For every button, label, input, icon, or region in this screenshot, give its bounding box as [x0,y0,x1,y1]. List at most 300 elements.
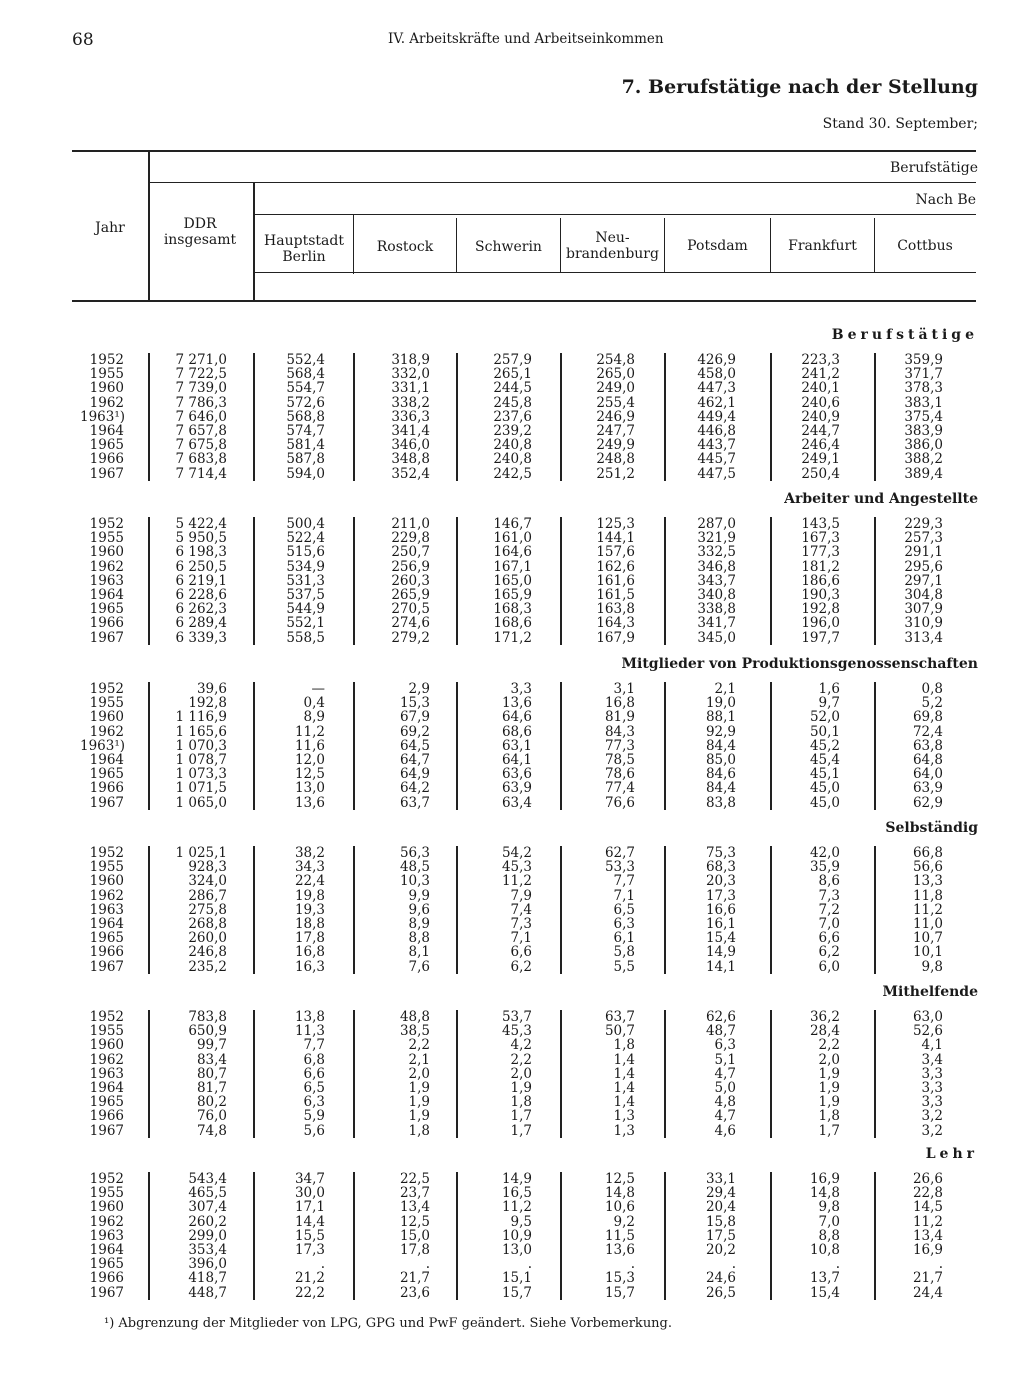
value-cell: 1 116,9 [175,709,227,726]
value-cell: 74,8 [196,1122,227,1139]
value-cell: 13,0 [294,780,325,797]
value-cell: 7 683,8 [175,451,227,468]
value-cell: 21,2 [294,1270,325,1287]
value-cell: 10,9 [501,1227,532,1244]
value-cell: 237,6 [493,408,532,425]
year-cell: 1966 [89,780,124,797]
table-row [0,602,1024,616]
table-row [0,796,1024,810]
year-cell: 1967 [89,794,124,811]
value-cell: 146,7 [493,516,532,532]
table-row [0,1095,1024,1109]
year-cell: 1966 [89,451,124,468]
value-cell: 249,0 [596,380,635,397]
value-cell: 418,7 [188,1270,227,1287]
value-cell: 7,0 [818,1213,840,1230]
value-cell: 13,6 [294,794,325,811]
table-row [0,1243,1024,1257]
year-cell: 1965 [89,1094,124,1111]
value-cell: 19,3 [294,901,325,918]
value-cell: 6,3 [714,1037,736,1054]
value-cell: 332,5 [697,544,736,561]
header-district-line2: brandenburg [566,246,659,262]
value-cell: 12,5 [399,1213,430,1230]
year-cell: 1964 [89,423,124,439]
value-cell: 84,4 [705,737,736,754]
value-cell: 24,6 [705,1270,736,1287]
value-cell: . [320,1256,325,1273]
value-cell: 458,0 [697,366,736,383]
year-cell: 1964 [89,1080,124,1096]
value-cell: 16,5 [501,1185,532,1202]
value-cell: 14,5 [912,1199,943,1216]
value-cell: 8,1 [408,944,430,961]
value-cell: 15,1 [501,1270,532,1287]
value-cell: 235,2 [188,958,227,975]
value-cell: 84,6 [705,766,736,783]
value-cell: 15,0 [399,1227,430,1244]
value-cell: 167,3 [801,530,840,547]
value-cell: 52,0 [809,709,840,726]
value-cell: 7,3 [510,916,532,932]
value-cell: 447,3 [697,380,736,397]
table-row [0,588,1024,602]
value-cell: 544,9 [286,601,325,618]
value-cell: 92,9 [705,723,736,740]
table-row [0,424,1024,438]
value-cell: 352,4 [391,465,430,482]
table-row [0,931,1024,945]
value-cell: 3,3 [921,1094,943,1111]
value-cell: 1,4 [613,1094,635,1111]
value-cell: 64,6 [501,709,532,726]
value-cell: 581,4 [286,437,325,454]
value-cell: 167,9 [596,629,635,646]
value-cell: 7 657,8 [175,423,227,439]
table-row [0,1081,1024,1095]
value-cell: 1,9 [818,1080,840,1096]
table-row [0,945,1024,959]
value-cell: 332,0 [391,366,430,383]
value-cell: 594,0 [286,465,325,482]
value-cell: 17,8 [399,1242,430,1258]
year-cell: 1955 [89,859,124,876]
value-cell: . [630,1256,635,1273]
value-cell: 26,6 [912,1171,943,1187]
year-cell: 1952 [89,845,124,861]
table-row [0,1271,1024,1285]
header-district-berlin [255,233,353,265]
value-cell: 5 422,4 [175,516,227,532]
value-cell: 7,7 [613,873,635,890]
value-cell: 64,2 [399,780,430,797]
value-cell: 165,9 [493,587,532,603]
table-title: 7. Berufstätige nach der Stellung [621,76,978,98]
value-cell: 268,8 [188,916,227,932]
value-cell: 21,7 [912,1270,943,1287]
value-cell: . [835,1256,840,1273]
value-cell: 13,8 [294,1009,325,1025]
section-title: Lehr [925,1146,978,1162]
value-cell: 39,6 [196,681,227,697]
value-cell: 7 739,0 [175,380,227,397]
table-row [0,1024,1024,1038]
value-cell: 16,8 [294,944,325,961]
value-cell: 343,7 [697,572,736,589]
value-cell: 5,1 [714,1051,736,1068]
year-cell: 1960 [89,1199,124,1216]
section-title: Mithelfende [882,984,978,1000]
value-cell: 449,4 [697,408,736,425]
table-row [0,381,1024,395]
value-cell: 84,4 [705,780,736,797]
value-cell: 54,2 [501,845,532,861]
value-cell: 265,0 [596,366,635,383]
value-cell: 443,7 [697,437,736,454]
header-subgroup-label: Nach Be [915,192,976,208]
value-cell: 522,4 [286,530,325,547]
table-row [0,1067,1024,1081]
value-cell: 1,7 [510,1108,532,1125]
value-cell: 9,7 [818,695,840,712]
value-cell: 1 073,3 [175,766,227,783]
value-cell: 11,5 [604,1227,635,1244]
value-cell: 14,4 [294,1213,325,1230]
table-row [0,631,1024,645]
value-cell: 1,8 [408,1122,430,1139]
value-cell: 650,9 [188,1023,227,1040]
value-cell: 260,0 [188,930,227,947]
table-row [0,1109,1024,1123]
value-cell: 3,2 [921,1122,943,1139]
value-cell: 13,3 [912,873,943,890]
year-cell: 1963 [89,1065,124,1082]
value-cell: 4,6 [714,1122,736,1139]
header-group-rule [150,182,976,183]
header-district-line1: Frankfurt [788,238,857,254]
value-cell: 11,3 [294,1023,325,1040]
year-cell: 1963¹) [80,737,126,754]
value-cell: 190,3 [801,587,840,603]
value-cell: 2,1 [714,681,736,697]
value-cell: 63,9 [501,780,532,797]
year-cell: 1965 [89,1256,124,1273]
value-cell: 80,7 [196,1065,227,1082]
value-cell: 26,5 [705,1284,736,1301]
value-cell: 245,8 [493,394,532,411]
value-cell: 346,0 [391,437,430,454]
value-cell: 177,3 [801,544,840,561]
value-cell: 38,5 [399,1023,430,1040]
table-row [0,560,1024,574]
value-cell: 33,1 [705,1171,736,1187]
value-cell: 9,2 [613,1213,635,1230]
value-cell: 50,7 [604,1023,635,1040]
value-cell: 297,1 [904,572,943,589]
value-cell: 6,0 [818,958,840,975]
year-cell: 1965 [89,437,124,454]
value-cell: 64,1 [501,752,532,768]
year-cell: 1955 [89,1185,124,1202]
value-cell: 7 722,5 [175,366,227,383]
header-bottom-rule [72,300,976,302]
table-row [0,860,1024,874]
value-cell: 8,9 [408,916,430,932]
table-row [0,682,1024,696]
header-district-neubrandenburg [561,230,664,262]
value-cell: 446,8 [697,423,736,439]
value-cell: 11,2 [912,901,943,918]
table-row [0,767,1024,781]
table-subtitle: Stand 30. September; [822,116,978,132]
value-cell: 10,8 [809,1242,840,1258]
value-cell: 7 675,8 [175,437,227,454]
value-cell: 241,2 [801,366,840,383]
section-title: Selbständig [885,820,978,836]
year-cell: 1966 [89,615,124,632]
value-cell: 4,2 [510,1037,532,1054]
value-cell: 318,9 [391,352,430,368]
value-cell: 64,9 [399,766,430,783]
value-cell: 1,9 [408,1094,430,1111]
value-cell: 56,6 [912,859,943,876]
value-cell: 6,6 [510,944,532,961]
year-cell: 1966 [89,1108,124,1125]
value-cell: 246,9 [596,408,635,425]
value-cell: 14,9 [501,1171,532,1187]
value-cell: 348,8 [391,451,430,468]
value-cell: 53,7 [501,1009,532,1025]
value-cell: 22,5 [399,1171,430,1187]
value-cell: 163,8 [596,601,635,618]
value-cell: 448,7 [188,1284,227,1301]
value-cell: 260,3 [391,572,430,589]
value-cell: 15,3 [399,695,430,712]
value-cell: 1,4 [613,1065,635,1082]
year-cell: 1964 [89,587,124,603]
year-cell: 1967 [89,1122,124,1139]
table-row [0,517,1024,531]
year-cell: 1952 [89,352,124,368]
value-cell: 20,4 [705,1199,736,1216]
value-cell: 1,9 [408,1108,430,1125]
value-cell: 165,0 [493,572,532,589]
value-cell: 249,1 [801,451,840,468]
value-cell: 255,4 [596,394,635,411]
value-cell: 341,4 [391,423,430,439]
value-cell: 10,7 [912,930,943,947]
value-cell: 76,6 [604,794,635,811]
value-cell: 9,8 [921,958,943,975]
value-cell: 256,9 [391,558,430,575]
value-cell: 336,3 [391,408,430,425]
value-cell: 63,6 [501,766,532,783]
value-cell: 783,8 [188,1009,227,1025]
year-cell: 1967 [89,465,124,482]
value-cell: 80,2 [196,1094,227,1111]
value-cell: 6,8 [303,1051,325,1068]
value-cell: 286,7 [188,887,227,904]
value-cell: 7,0 [818,916,840,932]
value-cell: 250,4 [801,465,840,482]
year-cell: 1962 [89,1213,124,1230]
value-cell: — [311,681,325,697]
year-cell: 1962 [89,558,124,575]
value-cell: 1,8 [613,1037,635,1054]
value-cell: 313,4 [904,629,943,646]
value-cell: 1,7 [510,1122,532,1139]
value-cell: 1,6 [818,681,840,697]
value-cell: 295,6 [904,558,943,575]
value-cell: 76,0 [196,1108,227,1125]
value-cell: 30,0 [294,1185,325,1202]
value-cell: 223,3 [801,352,840,368]
year-cell: 1960 [89,544,124,561]
value-cell: 462,1 [697,394,736,411]
value-cell: 14,9 [705,944,736,961]
year-cell: 1963 [89,572,124,589]
value-cell: 340,8 [697,587,736,603]
value-cell: 2,0 [818,1051,840,1068]
value-cell: 10,3 [399,873,430,890]
table-row [0,696,1024,710]
value-cell: 14,8 [604,1185,635,1202]
value-cell: 68,3 [705,859,736,876]
value-cell: 6 289,4 [175,615,227,632]
value-cell: 4,1 [921,1037,943,1054]
table-row [0,889,1024,903]
value-cell: 13,6 [501,695,532,712]
value-cell: 13,4 [399,1199,430,1216]
value-cell: 7,9 [510,887,532,904]
table-row [0,410,1024,424]
value-cell: 22,8 [912,1185,943,1202]
value-cell: 144,1 [596,530,635,547]
value-cell: 5,5 [613,958,635,975]
header-group-label: Berufstätige [890,160,978,176]
value-cell: 15,8 [705,1213,736,1230]
header-district-frankfurt [771,238,874,254]
value-cell: 7,7 [303,1037,325,1054]
header-district-rostock [354,239,456,255]
value-cell: 17,3 [294,1242,325,1258]
value-cell: 5,6 [303,1122,325,1139]
value-cell: 63,7 [399,794,430,811]
value-cell: 211,0 [391,516,430,532]
value-cell: 21,7 [399,1270,430,1287]
footnote: ¹) Abgrenzung der Mitglieder von LPG, GPG und PwF geändert. Siehe Vorbemerkung. [104,1316,673,1331]
value-cell: 249,9 [596,437,635,454]
value-cell: 5 950,5 [175,530,227,547]
year-cell: 1963¹) [80,408,126,425]
table-row [0,739,1024,753]
value-cell: 45,3 [501,859,532,876]
value-cell: 6,3 [303,1094,325,1111]
value-cell: 17,5 [705,1227,736,1244]
value-cell: 346,8 [697,558,736,575]
table-row [0,1186,1024,1200]
year-cell: 1967 [89,629,124,646]
value-cell: 265,1 [493,366,532,383]
value-cell: 45,1 [809,766,840,783]
value-cell: . [731,1256,736,1273]
value-cell: 260,2 [188,1213,227,1230]
value-cell: 14,1 [705,958,736,975]
value-cell: 12,5 [294,766,325,783]
header-district-line1: Schwerin [475,239,542,255]
value-cell: 307,9 [904,601,943,618]
value-cell: 161,6 [596,572,635,589]
value-cell: 72,4 [912,723,943,740]
table-row [0,753,1024,767]
value-cell: 1,9 [510,1080,532,1096]
value-cell: 1,7 [818,1122,840,1139]
table-row [0,725,1024,739]
header-subgroup-rule [255,214,976,215]
value-cell: 246,4 [801,437,840,454]
header-district-potsdam [665,238,770,254]
year-cell: 1963 [89,1227,124,1244]
value-cell: 386,0 [904,437,943,454]
value-cell: 17,3 [705,887,736,904]
value-cell: 11,8 [912,887,943,904]
value-cell: 19,0 [705,695,736,712]
value-cell: 515,6 [286,544,325,561]
value-cell: 4,7 [714,1108,736,1125]
value-cell: 465,5 [188,1185,227,1202]
value-cell: 13,6 [604,1242,635,1258]
value-cell: 1,9 [408,1080,430,1096]
value-cell: 56,3 [399,845,430,861]
value-cell: 5,9 [303,1108,325,1125]
header-district-schwerin [457,239,560,255]
year-cell: 1952 [89,1009,124,1025]
value-cell: 63,9 [912,780,943,797]
value-cell: 1,4 [613,1080,635,1096]
value-cell: 353,4 [188,1242,227,1258]
value-cell: 68,6 [501,723,532,740]
value-cell: 15,4 [705,930,736,947]
table-row [0,531,1024,545]
value-cell: 7,4 [510,901,532,918]
value-cell: 69,2 [399,723,430,740]
year-cell: 1966 [89,944,124,961]
header-ddr-line1: DDR [183,216,217,232]
value-cell: 3,4 [921,1051,943,1068]
year-cell: 1965 [89,930,124,947]
value-cell: 378,3 [904,380,943,397]
value-cell: 2,1 [408,1051,430,1068]
value-cell: 181,2 [801,558,840,575]
value-cell: 3,1 [613,681,635,697]
value-cell: 157,6 [596,544,635,561]
year-cell: 1960 [89,380,124,397]
value-cell: 7,1 [613,887,635,904]
value-cell: 125,3 [596,516,635,532]
value-cell: 1 065,0 [175,794,227,811]
value-cell: 338,8 [697,601,736,618]
table-row [0,616,1024,630]
value-cell: 240,1 [801,380,840,397]
value-cell: 78,5 [604,752,635,768]
value-cell: 7,3 [818,887,840,904]
value-cell: 274,6 [391,615,430,632]
value-cell: 229,8 [391,530,430,547]
value-cell: 63,1 [501,737,532,754]
value-cell: 66,8 [912,845,943,861]
value-cell: 164,6 [493,544,532,561]
value-cell: 240,9 [801,408,840,425]
